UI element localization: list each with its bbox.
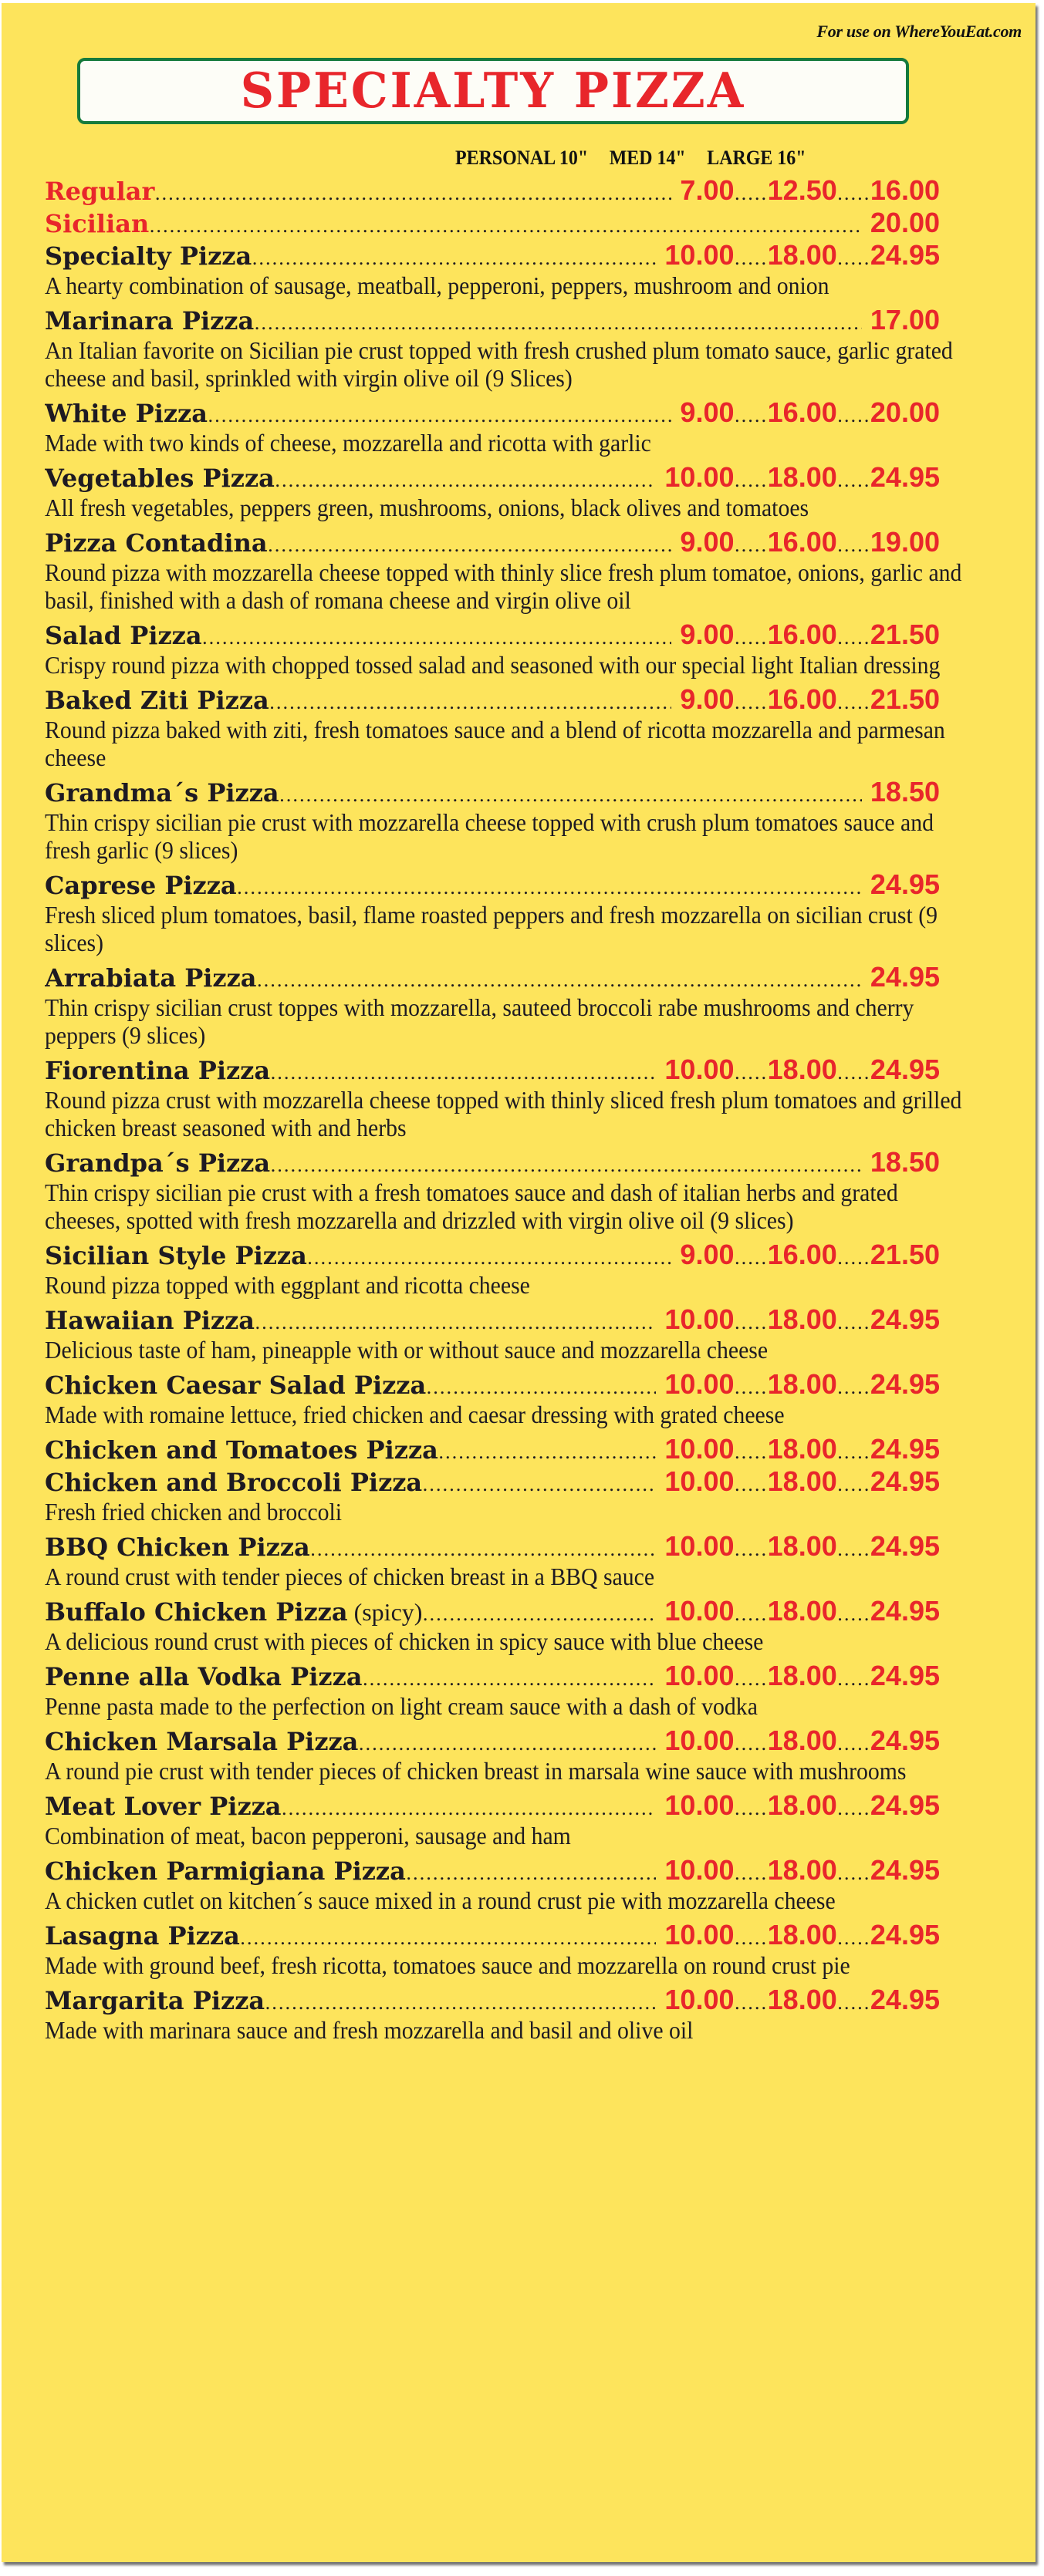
item-prices xyxy=(862,868,940,901)
menu-item-row xyxy=(45,304,940,336)
item-prices xyxy=(656,239,940,271)
price-separator: ..... xyxy=(836,1992,870,2014)
item-description: A round pie crust with tender pieces of chicken breast in marsala wine sauce with mushrooms xyxy=(45,1757,907,1785)
menu-item xyxy=(45,683,945,771)
menu-item-row xyxy=(45,1239,940,1271)
size-headers xyxy=(455,147,806,170)
price-personal: 10.00 xyxy=(664,1530,735,1562)
price-personal: 10.00 xyxy=(664,1854,735,1886)
dot-leader xyxy=(149,210,862,239)
menu-item-row xyxy=(45,526,940,558)
item-prices xyxy=(671,174,940,207)
item-description: Delicious taste of ham, pineapple with or without sauce and mozzarella cheese xyxy=(45,1336,769,1364)
item-name: Sicilian xyxy=(45,209,150,238)
price-large: 18.50 xyxy=(870,1146,940,1178)
item-description: Made with romaine lettuce, fried chicken and caesar dressing with grated cheese xyxy=(45,1401,785,1428)
dot-leader xyxy=(358,1728,656,1757)
menu-item xyxy=(45,776,940,864)
item-description: Thin crispy sicilian pie crust with a fresh tomatoes sauce and dash of italian herbs and grated cheeses, spotted with fresh mozzarella and drizzled with virgin olive oil (9 slices) xyxy=(45,1178,898,1234)
dot-leader xyxy=(154,177,671,207)
item-description: Thin crispy sicilian pie crust with mozzarella cheese topped with crush plum tomatoes sauce and fresh garlic (9 slices) xyxy=(45,808,934,864)
price-medium: 18.00 xyxy=(767,1984,837,2015)
price-medium: 18.00 xyxy=(767,1660,837,1691)
menu-item-row xyxy=(45,1368,940,1401)
price-personal: 10.00 xyxy=(664,461,735,493)
price-separator: ..... xyxy=(734,1539,768,1560)
price-separator: ..... xyxy=(734,1798,768,1819)
menu-item xyxy=(45,207,940,239)
price-medium: 16.00 xyxy=(767,1239,837,1270)
price-medium: 18.00 xyxy=(767,1725,837,1756)
item-description: A round crust with tender pieces of chicken breast in a BBQ sauce xyxy=(45,1563,655,1590)
price-large: 24.95 xyxy=(870,961,940,993)
price-medium: 18.00 xyxy=(767,1465,837,1497)
item-prices xyxy=(656,1465,940,1498)
item-prices xyxy=(656,1303,940,1336)
item-prices xyxy=(656,1919,940,1951)
price-medium: 12.50 xyxy=(767,174,837,206)
menu-item-row xyxy=(45,776,940,808)
item-name: Regular xyxy=(45,177,155,206)
price-separator: ..... xyxy=(734,470,768,491)
price-personal: 9.00 xyxy=(680,526,735,558)
price-large: 24.95 xyxy=(870,1433,940,1465)
menu-item xyxy=(45,1465,940,1526)
item-description: Round pizza topped with eggplant and ricotta cheese xyxy=(45,1271,530,1299)
price-separator: ..... xyxy=(734,627,768,649)
dot-leader xyxy=(270,1149,862,1178)
dot-leader xyxy=(208,400,671,429)
item-name: Chicken Marsala Pizza xyxy=(45,1727,359,1756)
price-large: 24.95 xyxy=(870,1984,940,2015)
price-separator: ..... xyxy=(734,183,768,204)
menu-item-row xyxy=(45,1595,940,1627)
price-medium: 18.00 xyxy=(767,1789,837,1821)
menu-item xyxy=(45,1303,940,1364)
item-description: All fresh vegetables, peppers green, mushrooms, onions, black olives and tomatoes xyxy=(45,494,809,521)
item-description: Combination of meat, bacon pepperoni, sausage and ham xyxy=(45,1822,571,1849)
menu-item-row xyxy=(45,174,940,207)
price-separator: ..... xyxy=(734,1863,768,1884)
price-personal: 9.00 xyxy=(680,1239,735,1270)
item-name: Meat Lover Pizza xyxy=(45,1792,282,1821)
page-title: SPECIALTY PIZZA xyxy=(240,62,746,120)
item-description: Crispy round pizza with chopped tossed salad and seasoned with our special light Italian dressing xyxy=(45,651,941,679)
menu-item xyxy=(45,174,940,207)
item-name: Grandma´s Pizza xyxy=(45,778,279,808)
menu-item-row xyxy=(45,1146,940,1178)
item-description: Fresh fried chicken and broccoli xyxy=(45,1498,343,1526)
price-medium: 18.00 xyxy=(767,239,837,271)
price-large: 20.00 xyxy=(870,396,940,428)
item-prices xyxy=(862,1146,940,1178)
price-large: 24.95 xyxy=(870,1465,940,1497)
dot-leader xyxy=(252,242,656,271)
menu-item-row xyxy=(45,1465,940,1498)
price-large: 24.95 xyxy=(870,1854,940,1886)
menu-item-row xyxy=(45,1660,940,1692)
item-prices xyxy=(656,1725,940,1757)
price-large: 21.50 xyxy=(870,619,940,650)
item-description: Round pizza with mozzarella cheese topped with thinly slice fresh plum tomatoe, onions, garlic and basil, finished with a dash of romana cheese and virgin olive oil xyxy=(45,558,962,614)
price-medium: 18.00 xyxy=(767,461,837,493)
price-personal: 10.00 xyxy=(664,1433,735,1465)
item-name: Lasagna Pizza xyxy=(45,1921,240,1951)
price-separator: ..... xyxy=(734,1312,768,1334)
menu-item xyxy=(45,1530,940,1590)
menu-item-row xyxy=(45,207,940,239)
price-large: 24.95 xyxy=(870,1595,940,1627)
dot-leader xyxy=(426,1371,656,1401)
menu-item-row xyxy=(45,239,940,271)
menu-item xyxy=(45,1368,940,1428)
price-separator: ..... xyxy=(836,1312,870,1334)
menu-item-row xyxy=(45,461,940,494)
price-medium: 18.00 xyxy=(767,1303,837,1335)
price-medium: 16.00 xyxy=(767,396,837,428)
price-separator: ..... xyxy=(836,470,870,491)
menu-item xyxy=(45,1595,940,1655)
dot-leader xyxy=(362,1663,656,1692)
menu-item xyxy=(45,961,940,1049)
item-name: BBQ Chicken Pizza xyxy=(45,1532,310,1562)
price-separator: ..... xyxy=(734,1927,768,1949)
item-description: Made with ground beef, fresh ricotta, tomatoes sauce and mozzarella on round crust pie xyxy=(45,1951,850,1979)
price-large: 18.50 xyxy=(870,776,940,808)
item-name: Chicken and Broccoli Pizza xyxy=(45,1468,423,1497)
price-medium: 18.00 xyxy=(767,1595,837,1627)
item-prices xyxy=(656,1530,940,1563)
item-prices xyxy=(671,526,940,558)
dot-leader xyxy=(237,872,862,901)
price-large: 24.95 xyxy=(870,1303,940,1335)
menu-item xyxy=(45,239,940,299)
price-separator: ..... xyxy=(734,1377,768,1398)
item-description: Made with marinara sauce and fresh mozzarella and basil and olive oil xyxy=(45,2016,694,2044)
price-separator: ..... xyxy=(734,1441,768,1463)
price-personal: 10.00 xyxy=(664,1984,735,2015)
price-separator: ..... xyxy=(836,692,870,713)
item-prices xyxy=(656,1854,940,1886)
item-description: A hearty combination of sausage, meatball, pepperoni, peppers, mushroom and onion xyxy=(45,271,829,299)
item-prices xyxy=(656,1368,940,1401)
watermark: For use on WhereYouEat.com xyxy=(816,22,1022,41)
item-description: A delicious round crust with pieces of chicken in spicy sauce with blue cheese xyxy=(45,1627,764,1655)
menu-item xyxy=(45,1239,940,1299)
item-prices xyxy=(656,1660,940,1692)
price-separator: ..... xyxy=(836,1927,870,1949)
item-description: A chicken cutlet on kitchen´s sauce mixed in a round crust pie with mozzarella cheese xyxy=(45,1886,836,1914)
price-large: 19.00 xyxy=(870,526,940,558)
menu-item-row xyxy=(45,683,940,716)
price-personal: 9.00 xyxy=(680,683,735,715)
item-name: Vegetables Pizza xyxy=(45,464,275,493)
price-large: 24.95 xyxy=(870,1530,940,1562)
menu-item-row xyxy=(45,1303,940,1336)
item-name: Baked Ziti Pizza xyxy=(45,686,269,715)
menu-item xyxy=(45,868,940,956)
price-separator: ..... xyxy=(836,534,870,556)
price-large: 24.95 xyxy=(870,1054,940,1085)
dot-leader xyxy=(265,1987,656,2016)
price-separator: ..... xyxy=(836,1539,870,1560)
price-large: 21.50 xyxy=(870,683,940,715)
item-prices xyxy=(656,1789,940,1822)
price-personal: 10.00 xyxy=(664,1660,735,1691)
price-medium: 18.00 xyxy=(767,1854,837,1886)
menu-item-row xyxy=(45,1433,940,1465)
price-separator: ..... xyxy=(734,692,768,713)
price-separator: ..... xyxy=(836,1377,870,1398)
price-large: 24.95 xyxy=(870,1919,940,1951)
dot-leader xyxy=(269,686,672,716)
price-medium: 18.00 xyxy=(767,1368,837,1400)
price-separator: ..... xyxy=(836,1668,870,1690)
item-prices xyxy=(671,619,940,651)
price-separator: ..... xyxy=(734,1733,768,1755)
price-separator: ..... xyxy=(734,534,768,556)
price-personal: 9.00 xyxy=(680,396,735,428)
price-separator: ..... xyxy=(734,405,768,427)
menu-item xyxy=(45,304,953,392)
item-prices xyxy=(862,776,940,808)
item-name: Grandpa´s Pizza xyxy=(45,1148,271,1178)
item-name: Penne alla Vodka Pizza xyxy=(45,1662,363,1691)
menu-item-row xyxy=(45,961,940,993)
item-prices xyxy=(656,1984,940,2016)
item-prices xyxy=(862,207,940,239)
title-banner xyxy=(77,58,909,124)
price-large: 16.00 xyxy=(870,174,940,206)
dot-leader xyxy=(275,464,656,494)
dot-leader xyxy=(240,1922,656,1951)
menu-item xyxy=(45,526,962,614)
price-separator: ..... xyxy=(836,1863,870,1884)
price-separator: ..... xyxy=(836,1441,870,1463)
price-separator: ..... xyxy=(836,248,870,269)
price-personal: 7.00 xyxy=(680,174,735,206)
price-personal: 10.00 xyxy=(664,1465,735,1497)
menu-item xyxy=(45,1146,940,1234)
price-personal: 10.00 xyxy=(664,1595,735,1627)
price-separator: ..... xyxy=(836,183,870,204)
item-name: Salad Pizza xyxy=(45,621,202,650)
dot-leader xyxy=(422,1468,656,1498)
dot-leader xyxy=(268,529,672,558)
menu-item-row xyxy=(45,1919,940,1951)
price-personal: 10.00 xyxy=(664,1919,735,1951)
item-description: Made with two kinds of cheese, mozzarella and ricotta with garlic xyxy=(45,429,651,457)
item-name: Hawaiian Pizza xyxy=(45,1306,255,1335)
item-name: Buffalo Chicken Pizza xyxy=(45,1597,348,1627)
item-name: Margarita Pizza xyxy=(45,1986,265,2015)
item-name: Arrabiata Pizza xyxy=(45,963,257,993)
price-large: 20.00 xyxy=(870,207,940,238)
menu-item-row xyxy=(45,1054,940,1086)
menu-item-row xyxy=(45,1984,940,2016)
price-personal: 10.00 xyxy=(664,1054,735,1085)
dot-leader xyxy=(255,1307,656,1336)
menu-item xyxy=(45,461,940,521)
price-separator: ..... xyxy=(836,1247,870,1269)
item-description: An Italian favorite on Sicilian pie crust topped with fresh crushed plum tomato sauce, garlic grated cheese and basil, sprinkled with virgin olive oil (9 Slices) xyxy=(45,336,953,392)
menu-item-row xyxy=(45,1725,940,1757)
item-prices xyxy=(862,304,940,336)
item-name: Pizza Contadina xyxy=(45,528,268,558)
dot-leader xyxy=(438,1436,656,1465)
price-medium: 16.00 xyxy=(767,526,837,558)
price-separator: ..... xyxy=(836,1062,870,1084)
item-name: Caprese Pizza xyxy=(45,871,237,900)
price-large: 24.95 xyxy=(870,1368,940,1400)
price-large: 21.50 xyxy=(870,1239,940,1270)
dot-leader xyxy=(282,1792,657,1822)
price-medium: 18.00 xyxy=(767,1919,837,1951)
price-separator: ..... xyxy=(734,248,768,269)
price-personal: 10.00 xyxy=(664,1725,735,1756)
price-personal: 9.00 xyxy=(680,619,735,650)
menu-item xyxy=(45,1854,940,1914)
item-name: Fiorentina Pizza xyxy=(45,1056,271,1085)
item-prices xyxy=(656,1595,940,1627)
item-prices xyxy=(671,396,940,429)
dot-leader xyxy=(406,1857,656,1886)
item-description: Round pizza baked with ziti, fresh tomatoes sauce and a blend of ricotta mozzarella and parmesan cheese xyxy=(45,716,945,771)
price-medium: 16.00 xyxy=(767,683,837,715)
price-separator: ..... xyxy=(734,1474,768,1495)
size-header-personal: PERSONAL 10" xyxy=(455,147,589,169)
menu-item xyxy=(45,1433,940,1465)
size-header-medium: MED 14" xyxy=(609,147,686,169)
menu-list xyxy=(45,174,962,2048)
price-large: 24.95 xyxy=(870,239,940,271)
item-name: Chicken Caesar Salad Pizza xyxy=(45,1371,427,1400)
item-name: Marinara Pizza xyxy=(45,306,255,335)
price-personal: 10.00 xyxy=(664,1789,735,1821)
dot-leader xyxy=(422,1598,656,1627)
item-prices xyxy=(656,461,940,494)
price-separator: ..... xyxy=(734,1992,768,2014)
dot-leader xyxy=(254,307,862,336)
dot-leader xyxy=(270,1057,656,1086)
price-personal: 10.00 xyxy=(664,239,735,271)
item-name-suffix: (spicy) xyxy=(353,1598,423,1626)
menu-item xyxy=(45,1919,940,1979)
price-separator: ..... xyxy=(836,1798,870,1819)
price-separator: ..... xyxy=(734,1603,768,1625)
price-large: 24.95 xyxy=(870,461,940,493)
item-name: Chicken Parmigiana Pizza xyxy=(45,1856,406,1886)
item-description: Fresh sliced plum tomatoes, basil, flame roasted peppers and fresh mozzarella on sicilian crust (9 slices) xyxy=(45,901,938,956)
price-medium: 18.00 xyxy=(767,1433,837,1465)
menu-page xyxy=(2,3,1036,2562)
menu-item-row xyxy=(45,396,940,429)
price-separator: ..... xyxy=(734,1062,768,1084)
menu-item xyxy=(45,1984,940,2044)
price-large: 24.95 xyxy=(870,868,940,900)
dot-leader xyxy=(202,622,672,651)
item-description: Thin crispy sicilian crust toppes with mozzarella, sauteed broccoli rabe mushrooms and cherry peppers (9 slices) xyxy=(45,993,914,1049)
price-large: 24.95 xyxy=(870,1789,940,1821)
item-name: White Pizza xyxy=(45,399,208,428)
price-medium: 18.00 xyxy=(767,1054,837,1085)
price-medium: 18.00 xyxy=(767,1530,837,1562)
price-separator: ..... xyxy=(734,1247,768,1269)
price-separator: ..... xyxy=(836,1474,870,1495)
item-prices xyxy=(656,1054,940,1086)
item-name: Chicken and Tomatoes Pizza xyxy=(45,1435,438,1465)
menu-item xyxy=(45,1725,940,1785)
menu-item-row xyxy=(45,868,940,901)
menu-item-row xyxy=(45,1789,940,1822)
price-separator: ..... xyxy=(836,627,870,649)
price-personal: 10.00 xyxy=(664,1368,735,1400)
menu-item xyxy=(45,619,940,679)
price-separator: ..... xyxy=(836,405,870,427)
item-description: Penne pasta made to the perfection on light cream sauce with a dash of vodka xyxy=(45,1692,758,1720)
menu-item-row xyxy=(45,1530,940,1563)
menu-item-row xyxy=(45,1854,940,1886)
menu-item xyxy=(45,396,940,457)
price-medium: 16.00 xyxy=(767,619,837,650)
menu-item xyxy=(45,1660,940,1720)
item-prices xyxy=(671,683,940,716)
item-prices xyxy=(671,1239,940,1271)
item-name: Specialty Pizza xyxy=(45,241,252,271)
menu-item xyxy=(45,1789,940,1849)
dot-leader xyxy=(257,964,862,993)
price-large: 17.00 xyxy=(870,304,940,335)
price-separator: ..... xyxy=(734,1668,768,1690)
price-personal: 10.00 xyxy=(664,1303,735,1335)
price-large: 24.95 xyxy=(870,1725,940,1756)
item-prices xyxy=(862,961,940,993)
size-header-large: LARGE 16" xyxy=(707,147,806,169)
price-separator: ..... xyxy=(836,1733,870,1755)
item-name: Sicilian Style Pizza xyxy=(45,1241,307,1270)
price-large: 24.95 xyxy=(870,1660,940,1691)
item-prices xyxy=(656,1433,940,1465)
menu-item xyxy=(45,1054,962,1141)
dot-leader xyxy=(279,779,862,808)
menu-item-row xyxy=(45,619,940,651)
item-description: Round pizza crust with mozzarella cheese topped with thinly sliced fresh plum tomatoes and grilled chicken breast seasoned with and herbs xyxy=(45,1086,962,1141)
dot-leader xyxy=(307,1242,671,1271)
price-separator: ..... xyxy=(836,1603,870,1625)
dot-leader xyxy=(310,1533,657,1563)
